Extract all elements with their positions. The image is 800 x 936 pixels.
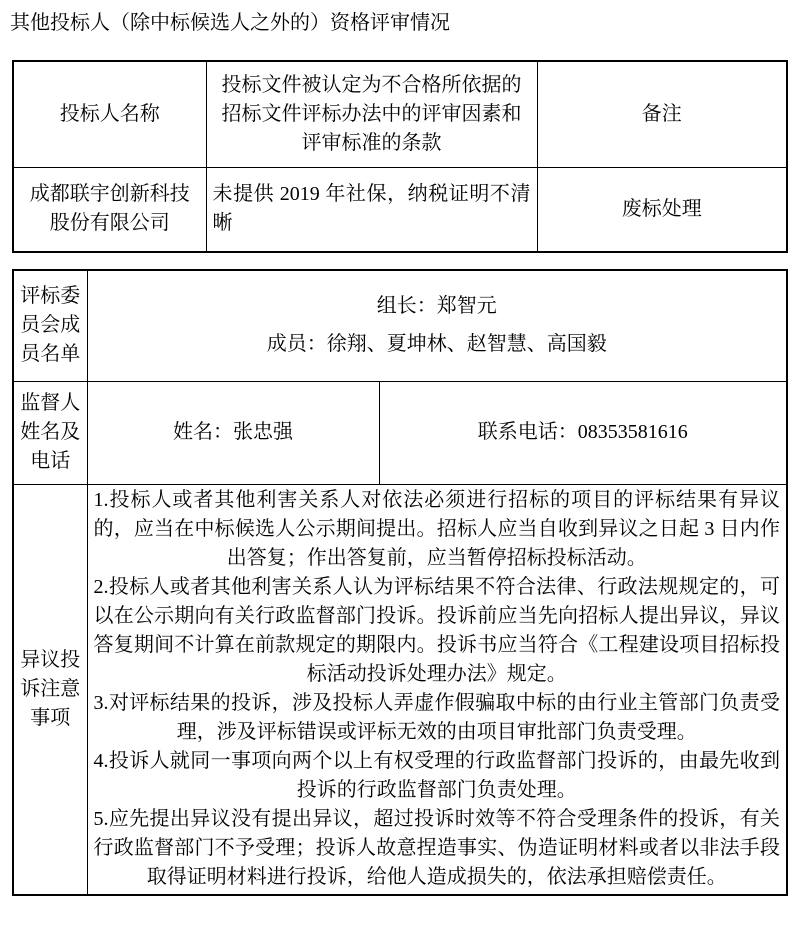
header-remark: 备注 xyxy=(537,61,787,167)
committee-members-cell xyxy=(87,270,787,381)
supervisor-phone: 联系电话：08353581616 xyxy=(379,381,787,484)
qualification-review-table xyxy=(12,60,788,253)
committee-row xyxy=(13,270,787,381)
notice-item-1: 1.投标人或者其他利害关系人对依法必须进行招标的项目的评标结果有异议的，应当在中标候选人公示期间提出。招标人应当自收到异议之日起 3 日内作出答复；作出答复前，应当暂停招标投标活动。 xyxy=(93,489,780,570)
objection-notice-row xyxy=(13,484,787,895)
label-committee-members: 评标委员会成员名单 xyxy=(13,270,87,381)
committee-member-list: 成员：徐翔、夏坤林、赵智慧、高国毅 xyxy=(266,333,607,356)
qualification-data-row xyxy=(13,167,787,252)
committee-leader: 组长：郑智元 xyxy=(376,295,497,318)
supervisor-row xyxy=(13,381,787,484)
objection-notice-cell xyxy=(87,484,787,895)
cell-bidder-name: 成都联宇创新科技股份有限公司 xyxy=(13,167,206,252)
notice-item-4: 4.投诉人就同一事项向两个以上有权受理的行政监督部门投诉的，由最先收到投诉的行政监督部门负责处理。 xyxy=(93,750,780,802)
evaluation-info-table xyxy=(12,269,788,896)
label-objection-notice: 异议投诉注意事项 xyxy=(13,484,87,895)
cell-rejection-reason: 未提供 2019 年社保，纳税证明不清晰 xyxy=(206,167,537,252)
supervisor-name: 姓名：张忠强 xyxy=(87,381,379,484)
notice-item-3: 3.对评标结果的投诉，涉及投标人弄虚作假骗取中标的由行业主管部门负责受理，涉及评标错误或评标无效的由项目审批部门负责受理。 xyxy=(93,692,780,744)
page-title: 其他投标人（除中标候选人之外的）资格评审情况 xyxy=(10,12,450,34)
qualification-header-row xyxy=(13,61,787,167)
cell-remark: 废标处理 xyxy=(537,167,787,252)
notice-item-2: 2.投标人或者其他利害关系人认为评标结果不符合法律、行政法规规定的，可以在公示期向有关行政监督部门投诉。投诉前应当先向招标人提出异议，异议答复期间不计算在前款规定的期限内。投诉书应当符合《工程建设项目招标投标活动投诉处理办法》规定。 xyxy=(93,576,780,686)
header-bidder-name: 投标人名称 xyxy=(13,61,206,167)
header-rejection-basis: 投标文件被认定为不合格所依据的招标文件评标办法中的评审因素和评审标准的条款 xyxy=(206,61,537,167)
notice-item-5: 5.应先提出异议没有提出异议，超过投诉时效等不符合受理条件的投诉，有关行政监督部门不予受理；投诉人故意捏造事实、伪造证明材料或者以非法手段取得证明材料进行投诉，给他人造成损失的，依法承担赔偿责任。 xyxy=(93,808,780,889)
label-supervisor: 监督人姓名及电话 xyxy=(13,381,87,484)
